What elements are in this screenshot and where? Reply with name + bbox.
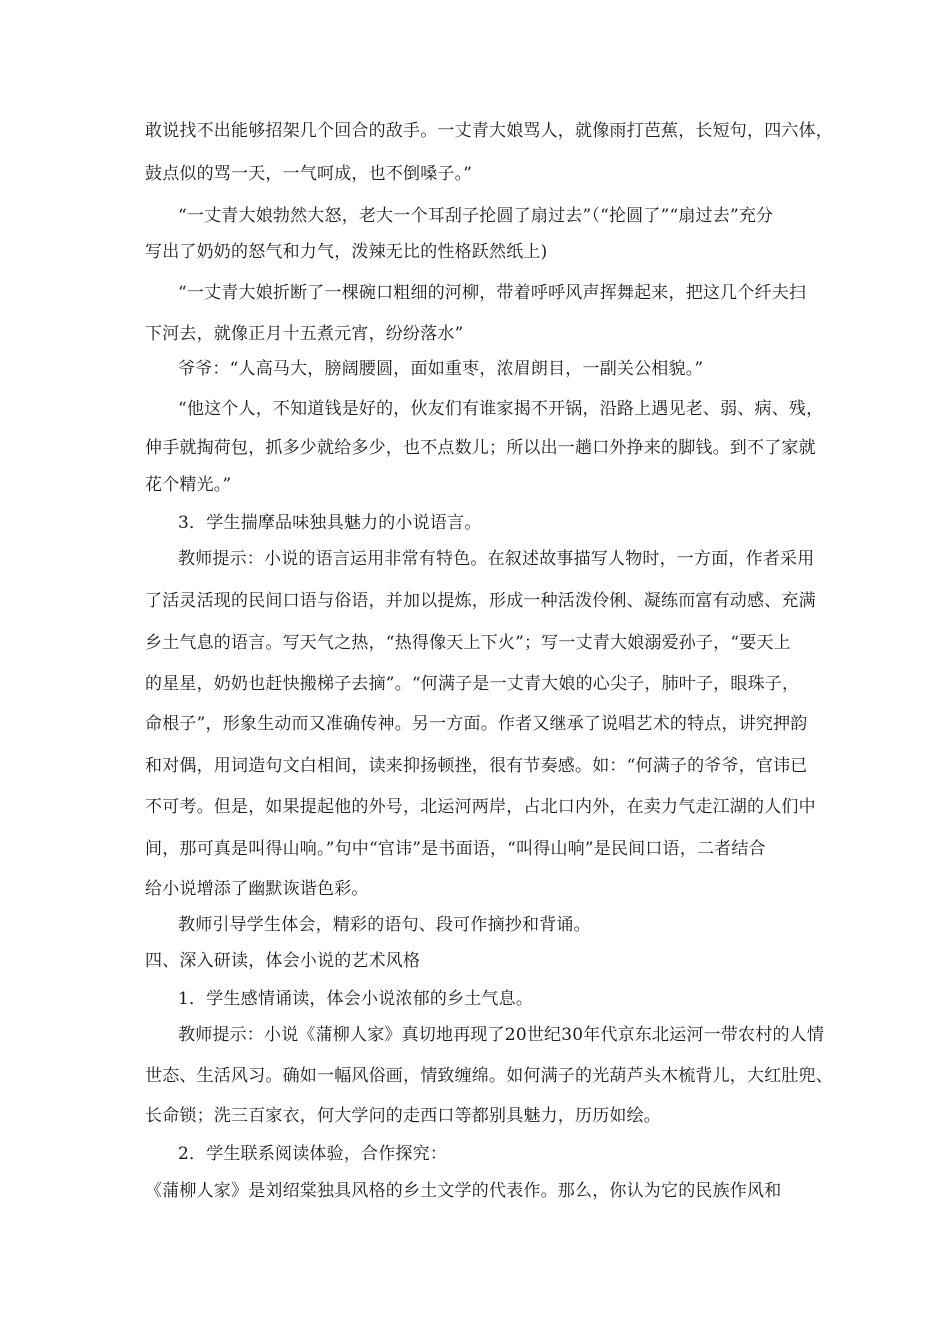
text-line: 爷爷：“人高马大，膀阔腰圆，面如重枣，浓眉朗目，一副关公相貌。” [178,359,704,379]
text-line: 给小说增添了幽默诙谐色彩。 [145,879,369,899]
text-line: 长命锁；洗三百家衣，何大学问的走西口等都别具魅力，历历如绘。 [145,1106,661,1126]
text-line: 敢说找不出能够招架几个回合的敌手。一丈青大娘骂人，就像雨打芭蕉，长短句，四六体， [145,121,833,141]
text-line: 世态、生活风习。确如一幅风俗画，情致缠绵。如何满子的光葫芦头木梳背儿，大红肚兜、 [145,1066,833,1086]
text-line: 不可考。但是，如果提起他的外号，北运河两岸，占北口内外，在卖力气走江湖的人们中 [145,797,816,817]
text-line: 的星星，奶奶也赶快搬梯子去摘”。“何满子是一丈青大娘的心尖子，肺叶子，眼珠子， [145,674,800,694]
text-line: 间，那可真是叫得山响。”句中“官讳”是书面语，“叫得山响”是民间口语，二者结合 [145,839,766,859]
text-line: 1．学生感情诵读，体会小说浓郁的乡土气息。 [178,989,534,1009]
text-line: “他这个人，不知道钱是好的，伙友们有谁家揭不开锅，沿路上遇见老、弱、病、残， [178,399,824,419]
text-line: 命根子”，形象生动而又准确传神。另一方面。作者又继承了说唱艺术的特点，讲究押韵 [145,714,808,734]
text-line: “一丈青大娘勃然大怒，老大一个耳刮子抡圆了扇过去”（“抡圆了”“扇过去”充分 [178,206,774,226]
text-line: 《蒲柳人家》是刘绍棠独具风格的乡土文学的代表作。那么，你认为它的民族作风和 [145,1181,782,1201]
text-line: 教师引导学生体会，精彩的语句、段可作摘抄和背诵。 [178,915,591,935]
text-line: 教师提示：小说《蒲柳人家》真切地再现了20世纪30年代京东北运河一带农村的人情 [178,1025,825,1045]
text-line: 3．学生揣摩品味独具魅力的小说语言。 [178,513,482,533]
text-line: 写出了奶奶的怒气和力气，泼辣无比的性格跃然纸上) [145,242,548,262]
text-line: 下河去，就像正月十五煮元宵，纷纷落水” [145,324,464,344]
text-line: 花个精光。” [145,475,232,495]
text-line: 鼓点似的骂一天，一气呵成，也不倒嗓子。” [145,164,473,184]
text-line: 伸手就掏荷包，抓多少就给多少，也不点数儿；所以出一趟口外挣来的脚钱。到不了家就 [145,438,816,458]
text-line: 2．学生联系阅读体验，合作探究： [178,1144,448,1164]
text-line: “一丈青大娘折断了一棵碗口粗细的河柳，带着呼呼风声挥舞起来，把这几个纤夫扫 [178,283,807,303]
text-line: 和对偶，用词造句文白相间，读来抑扬顿挫，很有节奏感。如：“何满子的爷爷，官讳已 [145,756,808,776]
text-line: 教师提示：小说的语言运用非常有特色。在叙述故事描写人物时，一方面，作者采用 [178,549,815,569]
section-heading: 四、深入研读，体会小说的艺术风格 [145,951,421,971]
text-line: 乡土气息的语言。写天气之热，“热得像天上下火”；写一丈青大娘溺爱孙子，“要天上 [145,633,791,653]
text-line: 了活灵活现的民间口语与俗语，并加以提炼，形成一种活泼伶俐、凝练而富有动感、充满 [145,591,816,611]
